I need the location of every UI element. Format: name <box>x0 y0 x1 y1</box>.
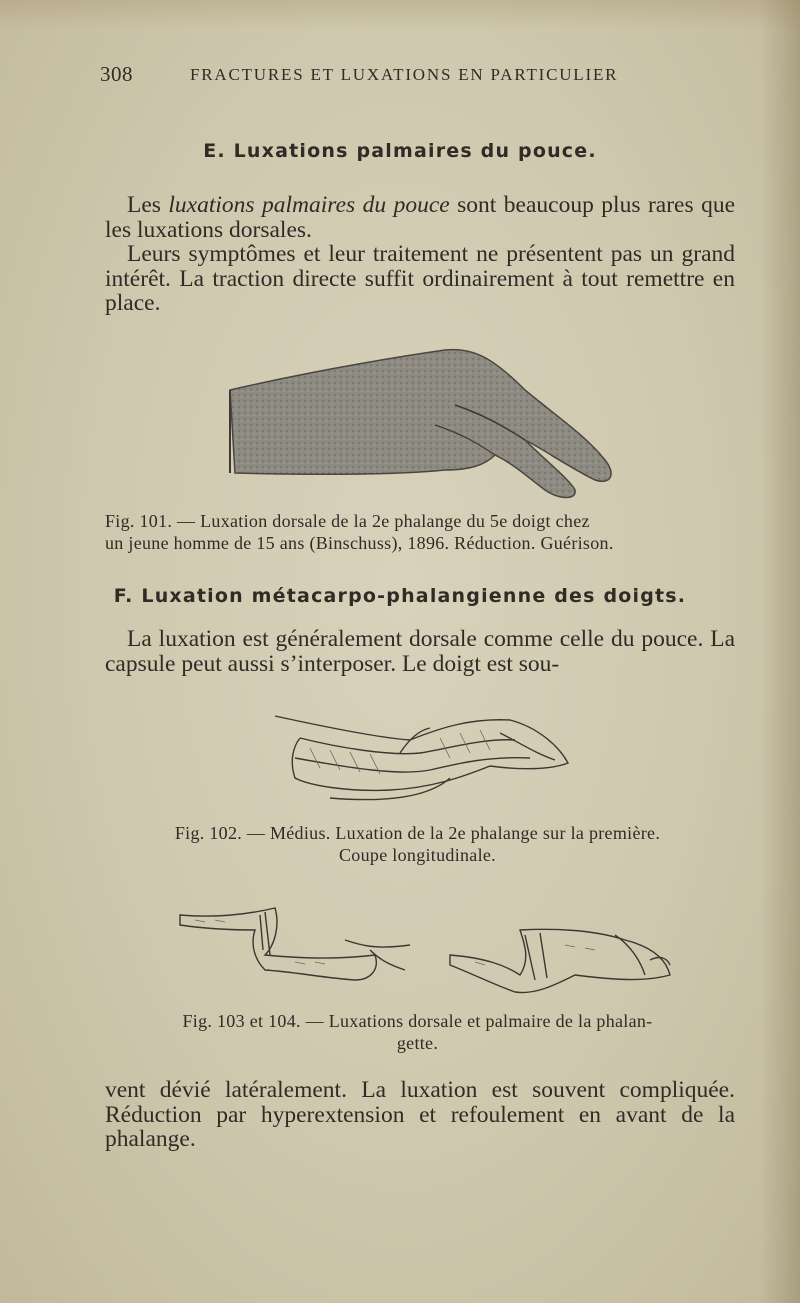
paragraph-e2: Leurs symptômes et leur traitement ne présentent pas un grand intérêt. La traction directe suffit ordinairement à tout remettre en place. <box>105 241 735 316</box>
italic-term: luxations palmaires du pouce <box>168 192 450 218</box>
section-e-text <box>105 193 735 316</box>
section-heading-e: E. Luxations palmaires du pouce. <box>203 140 597 162</box>
paragraph-continuation: vent dévié latéralement. La luxation est souvent compliquée. Réduction par hyperextension et refoulement en avant de la phalange. <box>105 1077 735 1152</box>
section-heading-f: F. Luxation métacarpo-phalangienne des doigts. <box>113 585 687 607</box>
figure-103-104-caption: Fig. 103 et 104. — Luxations dorsale et palmaire de la phalan- gette. <box>182 1011 653 1053</box>
paragraph-f1: La luxation est généralement dorsale comme celle du pouce. La capsule peut aussi s’interposer. Le doigt est sou- <box>105 626 735 677</box>
page-number: 308 <box>100 62 133 86</box>
section-f-text <box>105 627 735 676</box>
figure-101-caption: Fig. 101. — Luxation dorsale de la 2e phalange du 5e doigt chez un jeune homme de 15 ans (Binschuss), 1896. Réduction. Guérison. <box>105 511 614 553</box>
figure-102-caption: Fig. 102. — Médius. Luxation de la 2e phalange sur la première. Coupe longitudinale. <box>174 823 661 865</box>
figure-101-hand-illustration <box>225 345 620 500</box>
running-head: FRACTURES ET LUXATIONS EN PARTICULIER <box>190 65 619 84</box>
figure-102-section-illustration <box>270 708 575 813</box>
page-shadow-top <box>0 0 800 30</box>
figure-103-104-illustrations <box>175 900 675 995</box>
page-shadow-right <box>760 0 800 1303</box>
paragraph-e1: Les luxations palmaires du pouce sont beaucoup plus rares que les luxations dorsales. <box>105 192 735 243</box>
page-header <box>100 62 660 90</box>
continuation-text <box>105 1078 735 1152</box>
